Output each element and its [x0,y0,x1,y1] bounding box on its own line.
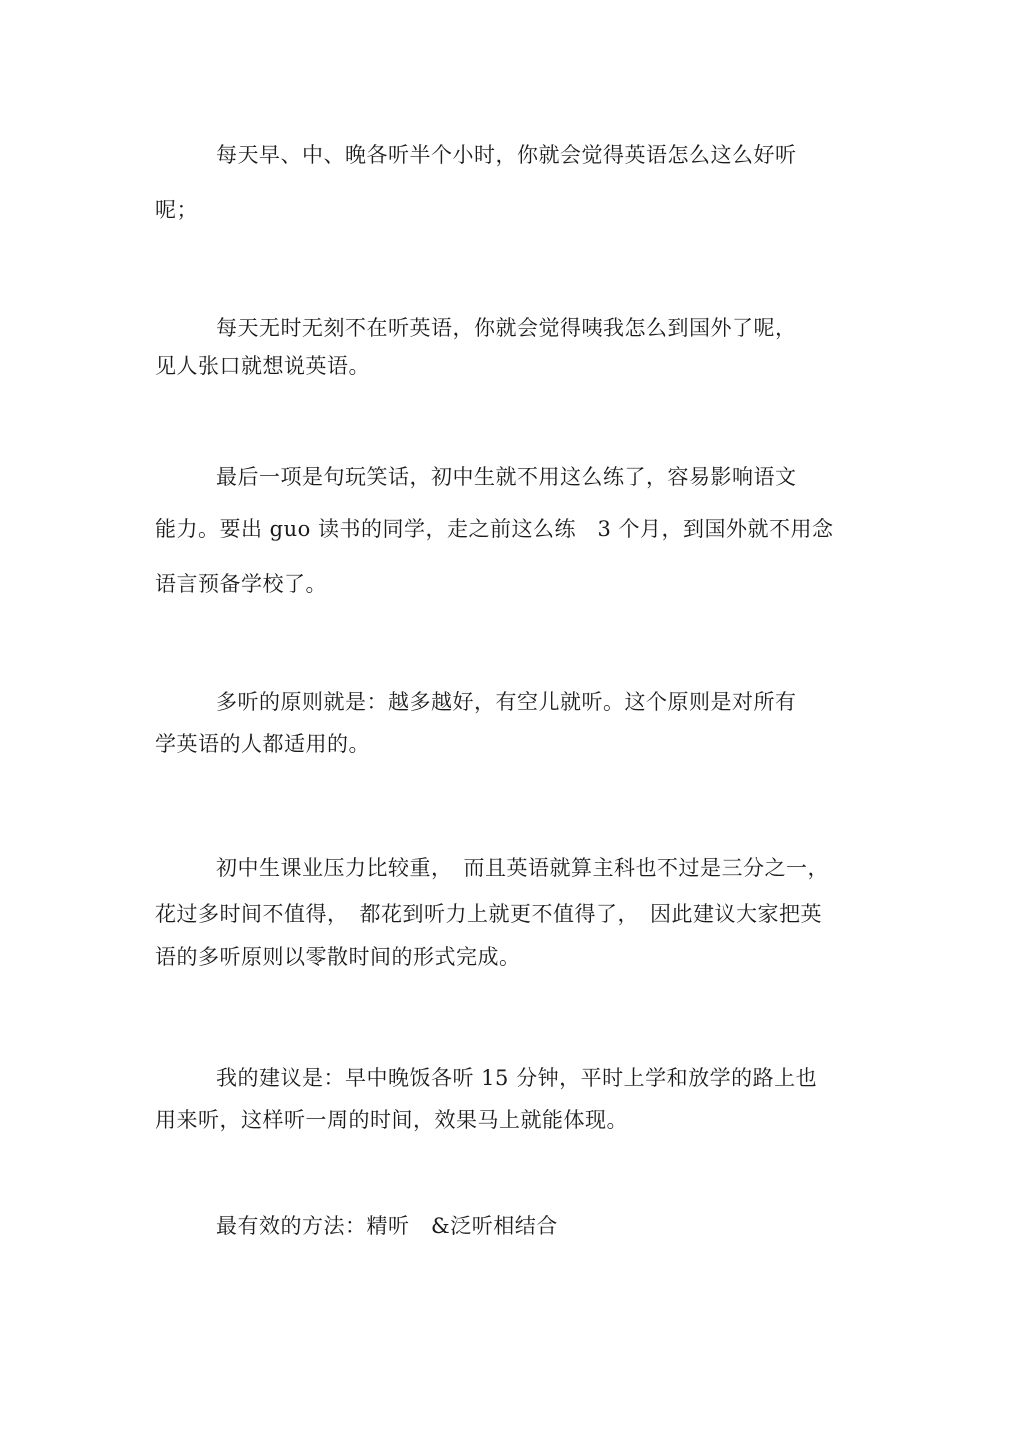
text-line: 呢； [155,198,198,222]
text-line: 每天无时无刻不在听英语，你就会觉得咦我怎么到国外了呢， [216,316,797,340]
text-line: 我的建议是：早中晚饭各听 15 分钟，平时上学和放学的路上也 [216,1066,818,1090]
text-line: 见人张口就想说英语。 [155,354,370,378]
text-line: 能力。要出 guo 读书的同学，走之前这么练 3 个月，到国外就不用念 [155,517,834,541]
text-line: 学英语的人都适用的。 [155,732,370,756]
text-line: 花过多时间不值得， 都花到听力上就更不值得了， 因此建议大家把英 [155,902,822,926]
text-line: 用来听，这样听一周的时间，效果马上就能体现。 [155,1108,628,1132]
text-line: 语言预备学校了。 [155,572,327,596]
text-line: 每天早、中、晚各听半个小时，你就会觉得英语怎么这么好听 [216,143,797,167]
text-line: 最后一项是句玩笑话，初中生就不用这么练了，容易影响语文 [216,465,797,489]
text-line: 语的多听原则以零散时间的形式完成。 [155,945,521,969]
text-line: 最有效的方法：精听 &泛听相结合 [216,1214,558,1238]
text-line: 多听的原则就是：越多越好，有空儿就听。这个原则是对所有 [216,690,797,714]
text-line: 初中生课业压力比较重， 而且英语就算主科也不过是三分之一， [216,856,829,880]
